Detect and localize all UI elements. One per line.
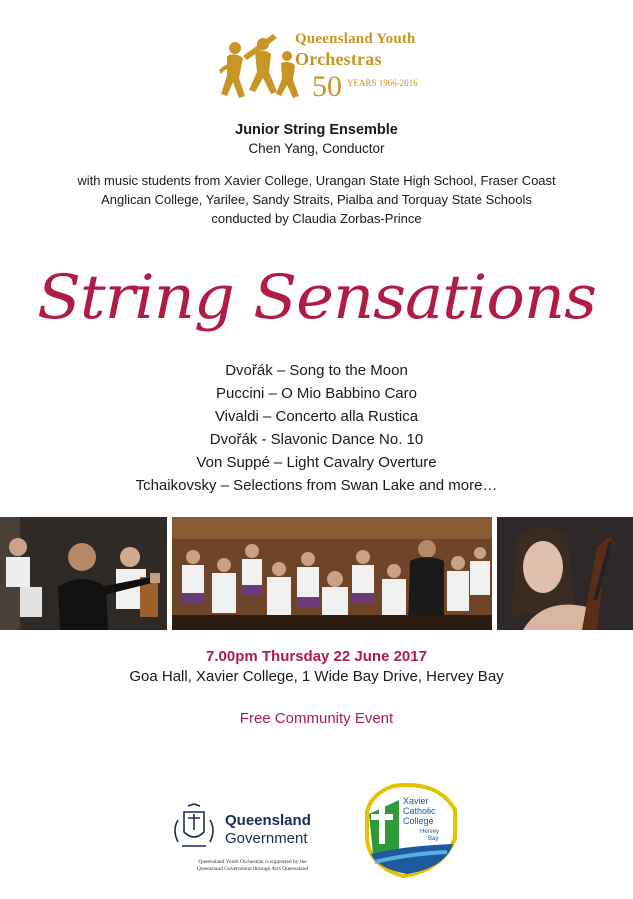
xavier-crest-icon	[363, 780, 463, 880]
xavier-line: College	[403, 816, 434, 826]
program-item: Von Suppé – Light Cavalry Overture	[196, 454, 437, 471]
queensland-crest-icon	[168, 802, 220, 854]
cellist-photo	[497, 517, 633, 630]
program-item: Puccini – O Mio Babbino Caro	[216, 385, 417, 402]
xavier-line: Xavier	[403, 796, 429, 806]
event-time: 7.00pm Thursday 22 June 2017	[206, 648, 427, 665]
free-event-label: Free Community Event	[239, 710, 394, 727]
program-item: Dvořák - Slavonic Dance No. 10	[209, 431, 424, 448]
intro-line: Anglican College, Yarilee, Sandy Straits, Pialba and Torquay State Schools	[101, 192, 532, 207]
qld-line1: Queensland	[225, 812, 311, 829]
concert-title: String Sensations	[37, 262, 596, 334]
xavier-line: Hervey	[420, 829, 440, 835]
logo-years: YEARS 1966-2016	[347, 78, 418, 88]
program-item: Vivaldi – Concerto alla Rustica	[214, 408, 419, 425]
conductor-photo	[0, 517, 167, 630]
qld-note-line: Queensland Youth Orchestras is supported by the	[198, 859, 307, 865]
qld-note-line: Queensland Government through Arts Queensland	[196, 866, 309, 872]
xavier-line: Bay	[428, 836, 439, 842]
qld-support-note	[165, 859, 340, 873]
event-venue: Goa Hall, Xavier College, 1 Wide Bay Drive, Hervey Bay	[129, 668, 504, 685]
xavier-college-logo	[363, 780, 463, 880]
musicians-logo-icon	[215, 30, 305, 102]
ensemble-title: Junior String Ensemble	[235, 122, 398, 138]
conductor-line: Chen Yang, Conductor	[248, 141, 385, 156]
qyo-logo	[215, 28, 420, 108]
program-item: Tchaikovsky – Selections from Swan Lake and more…	[135, 477, 498, 494]
queensland-government-logo	[165, 800, 340, 880]
qld-line2: Government	[225, 830, 308, 847]
intro-line: conducted by Claudia Zorbas-Prince	[211, 211, 422, 226]
logo-line2: Orchestras	[295, 49, 382, 69]
intro-line: with music students from Xavier College, Urangan State High School, Fraser Coast	[77, 173, 556, 188]
logo-fifty: 50	[312, 70, 342, 103]
program-item: Dvořák – Song to the Moon	[225, 362, 408, 379]
orchestra-photo	[172, 517, 492, 630]
logo-line1: Queensland Youth	[295, 31, 416, 47]
xavier-line: Catholic	[403, 806, 436, 816]
